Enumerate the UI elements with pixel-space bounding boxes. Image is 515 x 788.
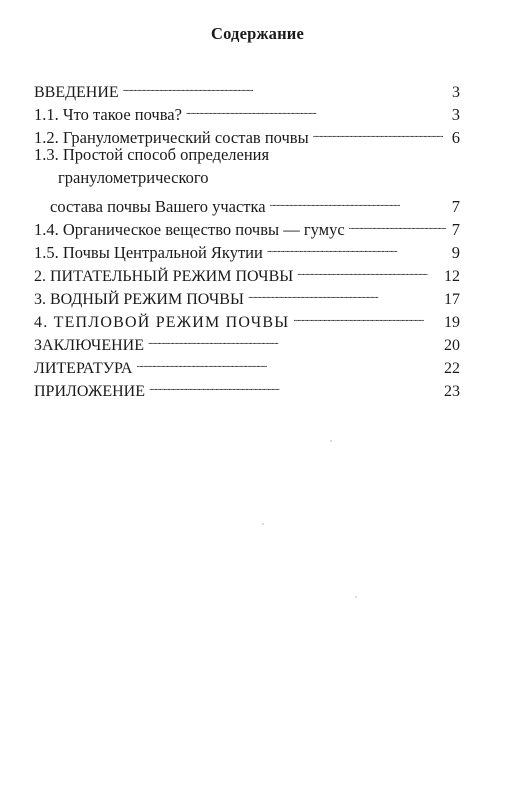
- toc-entry-label: ЛИТЕРАТУРА: [34, 360, 133, 377]
- toc-entry-label: 2. ПИТАТЕЛЬНЫЙ РЕЖИМ ПОЧВЫ: [34, 268, 294, 285]
- toc-entry-introduction[interactable]: [34, 74, 460, 101]
- dot-leader: [270, 189, 446, 212]
- dot-leader: [297, 258, 438, 281]
- toc-entry-label: 4. ТЕПЛОВОЙ РЕЖИМ ПОЧВЫ: [34, 314, 290, 331]
- dot-leader: [267, 235, 446, 258]
- toc-entry-appendix[interactable]: [34, 373, 460, 400]
- toc-entry-label: состава почвы Вашего участка: [50, 197, 266, 216]
- toc-entry-label: 3. ВОДНЫЙ РЕЖИМ ПОЧВЫ: [34, 291, 244, 308]
- page-title: Содержание: [210, 24, 305, 43]
- toc-entry-page: 7: [451, 197, 460, 216]
- toc-entry-1-1[interactable]: [34, 97, 460, 124]
- toc-entry-conclusion[interactable]: [34, 327, 460, 354]
- toc-entry-2[interactable]: [34, 258, 460, 285]
- toc-entry-label: 1.2. Гранулометрический состав почвы: [34, 128, 309, 147]
- toc-entry-1-3-line-2[interactable]: [34, 166, 460, 189]
- toc-entry-4[interactable]: [34, 304, 460, 331]
- toc-entry-page: 22: [444, 360, 460, 377]
- toc-entry-label: 1.1. Что такое почва?: [34, 105, 182, 124]
- dot-leader: [148, 327, 438, 350]
- toc-entry-1-5[interactable]: [34, 235, 460, 262]
- dot-leader: [123, 74, 446, 97]
- toc-entry-page: 23: [444, 383, 460, 400]
- dot-leader: [186, 97, 446, 120]
- table-of-contents: [34, 74, 460, 400]
- toc-entry-1-4[interactable]: [34, 212, 460, 239]
- toc-entry-page: 20: [444, 337, 460, 354]
- dot-leader: [313, 120, 446, 143]
- toc-entry-1-2[interactable]: [34, 120, 460, 147]
- toc-entry-label: ВВЕДЕНИЕ: [34, 84, 119, 101]
- scan-speck: [262, 523, 264, 525]
- toc-entry-page: 3: [451, 105, 460, 124]
- toc-entry-page: 7: [451, 220, 460, 239]
- dot-leader: [149, 373, 438, 396]
- dot-leader: [293, 304, 438, 327]
- dot-leader: [349, 212, 446, 235]
- toc-entry-page: 19: [444, 314, 460, 331]
- dot-leader: [136, 350, 438, 373]
- toc-entry-label: 1.5. Почвы Центральной Якутии: [34, 243, 263, 262]
- toc-entry-page: 12: [444, 268, 460, 285]
- toc-entry-page: 6: [451, 128, 460, 147]
- toc-entry-label: гранулометрического: [58, 168, 209, 187]
- toc-entry-label: 1.4. Органическое вещество почвы — гумус: [34, 220, 345, 239]
- scan-speck: [355, 596, 357, 598]
- toc-entry-label: 1.3. Простой способ определения: [34, 145, 270, 164]
- scan-speck: [330, 440, 332, 442]
- toc-entry-literature[interactable]: [34, 350, 460, 377]
- toc-entry-3[interactable]: [34, 281, 460, 308]
- toc-entry-page: 17: [444, 291, 460, 308]
- toc-entry-1-3-line-3[interactable]: [34, 189, 460, 216]
- toc-entry-page: 9: [451, 243, 460, 262]
- toc-entry-1-3-line-1[interactable]: [34, 143, 460, 166]
- toc-entry-page: 3: [452, 84, 460, 101]
- dot-leader: [248, 281, 438, 304]
- toc-entry-label: ЗАКЛЮЧЕНИЕ: [34, 337, 144, 354]
- toc-entry-label: ПРИЛОЖЕНИЕ: [34, 383, 146, 400]
